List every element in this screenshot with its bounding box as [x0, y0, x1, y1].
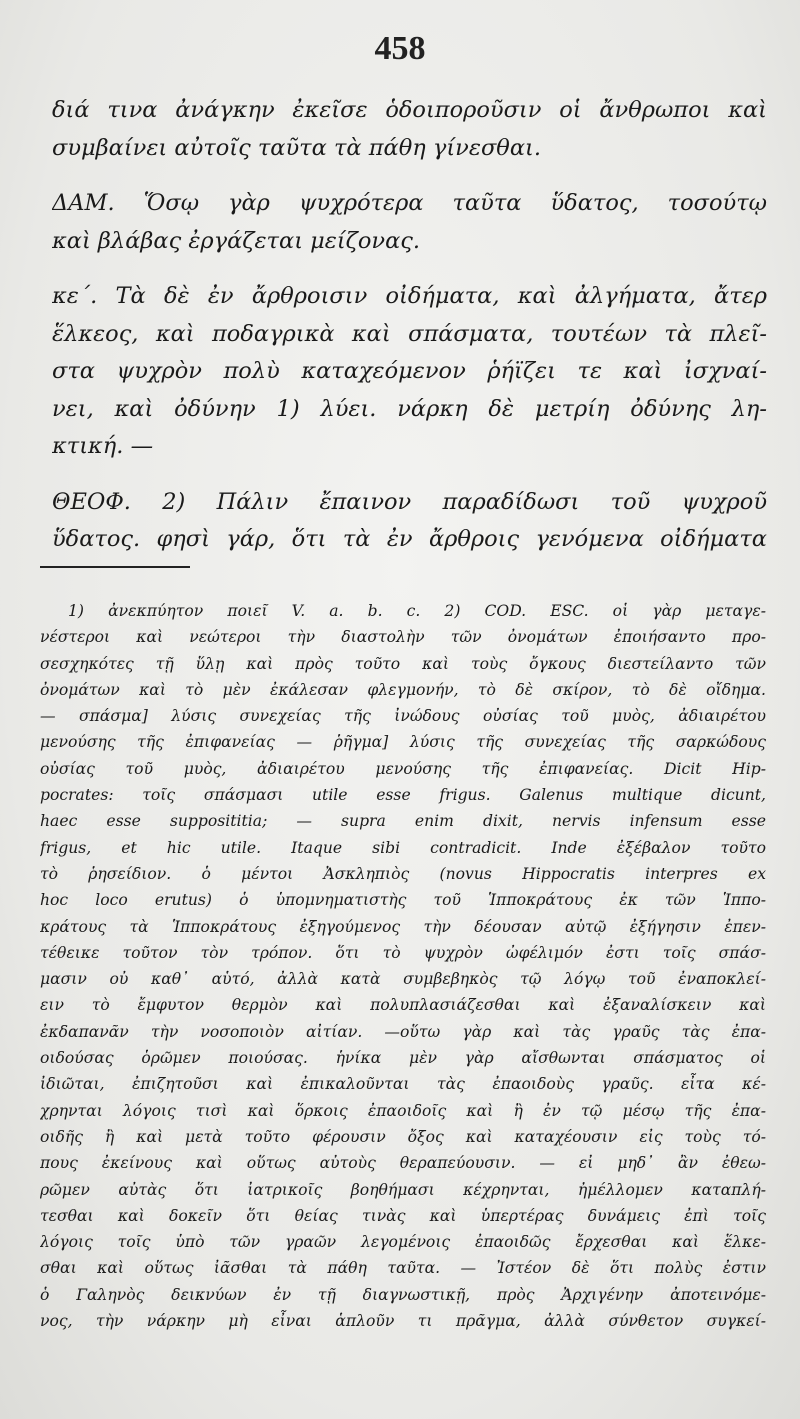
footnote-line: νος, τὴν νάρκην μὴ εἶναι ἁπλοῦν τι πρᾶγμα, ἀλλὰ σύνθετον συγκεί- [40, 1312, 766, 1331]
footnote-line: haec esse supposititia; — supra enim dixit, nervis infensum esse [40, 812, 766, 831]
footnote-line: νέστεροι καὶ νεώτεροι τὴν διαστολὴν τῶν ὀνομάτων ἐποιήσαντο προ- [40, 628, 766, 647]
main-line: διά τινα ἀνάγκην ἐκεῖσε ὁδοιποροῦσιν οἱ ἄνθρωποι καὶ [52, 97, 767, 123]
footnote-line: λόγοις τοῖς ὑπὸ τῶν γραῶν λεγομένοις ἐπαοιδῶς ἔρχεσθαι καὶ ἕλκε- [40, 1233, 766, 1252]
footnote-line [40, 1334, 766, 1360]
footnote-line: ειν τὸ ἔμφυτον θερμὸν καὶ πολυπλασιάζεσθαι καὶ ἐξαναλίσκειν καὶ [40, 996, 766, 1015]
footnote-line: κράτους τὰ Ἱπποκράτους ἐξηγούμενος τὴν δέουσαν αὐτῷ ἐξήγησιν ἐπεν- [40, 917, 766, 936]
footnote-line: πους ἐκείνους καὶ οὕτως αὐτοὺς θεραπεύουσιν. — εἰ μηδ᾽ ἂν ἐθεω- [40, 1154, 766, 1173]
main-line: ἕλκεος, καὶ ποδαγρικὰ καὶ σπάσματα, τουτέων τὰ πλεῖ- [52, 320, 767, 347]
main-text [52, 92, 767, 559]
main-line: στα ψυχρὸν πολὺ καταχεόμενον ῥήϊζει τε καὶ ἰσχναί- [52, 358, 767, 384]
footnote-line: οιδούσας ὁρῶμεν ποιούσας. ἡνίκα μὲν γὰρ αἴσθωνται σπάσματος οἱ [40, 1049, 766, 1068]
main-line: συμβαίνει αὐτοῖς ταῦτα τὰ πάθη γίνεσθαι. [52, 134, 542, 161]
footnote-line: frigus, et hic utile. Itaque sibi contradicit. Inde ἐξέβαλον τοῦτο [40, 838, 766, 857]
footnote-line: ὁ Γαληνὸς δεικνύων ἐν τῇ διαγνωστικῇ, πρὸς Ἀρχιγένην ἀποτεινόμε- [40, 1285, 766, 1304]
footnote-line: σεσχηκότες τῇ ὕλῃ καὶ πρὸς τοῦτο καὶ τοὺς ὄγκους διεστείλαντο τῶν [40, 654, 766, 673]
footnote-line: τεσθαι καὶ δοκεῖν ὅτι θείας τινὰς καὶ ὑπερτέρας δυνάμεις ἐπὶ τοῖς [40, 1206, 766, 1225]
footnote-line: οὐσίας τοῦ μυὸς, ἀδιαιρέτου μενούσης τῆς ἐπιφανείας. Dicit Hip- [40, 759, 766, 778]
footnote-line: τέθεικε τοῦτον τὸν τρόπον. ὅτι τὸ ψυχρὸν ὠφέλιμόν ἐστι τοῖς σπάσ- [40, 943, 766, 962]
footnotes [40, 598, 766, 1361]
main-line: κε΄. Τὰ δὲ ἐν ἄρθροισιν οἰδήματα, καὶ ἀλγήματα, ἄτερ [52, 283, 767, 309]
main-line: κτική. — [52, 433, 154, 459]
footnote-line: τὸ ῥησείδιον. ὁ μέντοι Ἀσκληπιὸς (novus Hippocratis interpres ex [40, 864, 766, 883]
footnote-line: σθαι καὶ οὕτως ἰᾶσθαι τὰ πάθη ταῦτα. — Ἰστέον δὲ ὅτι πολὺς ἐστιν [40, 1259, 766, 1278]
main-line: ΘΕΟΦ. 2) Πάλιν ἔπαινον παραδίδωσι τοῦ ψυχροῦ [52, 488, 767, 515]
footnote-line: pocrates: τοῖς σπάσμασι utile esse frigus. Galenus multique dicunt, [40, 786, 766, 805]
footnote-line: μενούσης τῆς ἐπιφανείας — ῥῆγμα] λύσις τῆς συνεχείας τῆς σαρκώδους [40, 733, 766, 752]
footnote-line: 1) ἀνεκπύητον ποιεῖ V. a. b. c. 2) COD. ESC. οἱ γὰρ μεταγε- [68, 602, 766, 620]
footnote-line: ἐκδαπανᾶν τὴν νοσοποιὸν αἰτίαν. —οὕτω γὰρ καὶ τὰς γραῦς τὰς ἐπα- [40, 1022, 766, 1041]
footnote-rule [40, 566, 190, 568]
footnote-line: οιδῆς ἢ καὶ μετὰ τοῦτο φέρουσιν ὄξος καὶ καταχέουσιν εἰς τοὺς τό- [40, 1127, 766, 1146]
footnote-line: hoc loco erutus) ὁ ὑπομνηματιστὴς τοῦ Ἱπποκράτους ἐκ τῶν Ἱππο- [40, 891, 766, 910]
page-number: 458 [374, 30, 426, 67]
footnote-line: ὀνομάτων καὶ τὸ μὲν ἐκάλεσαν φλεγμονήν, τὸ δὲ σκίρον, τὸ δὲ οἴδημα. [40, 680, 766, 699]
main-line: ὕδατος. φησὶ γάρ, ὅτι τὰ ἐν ἄρθροις γενόμενα οἰδήματα [52, 526, 767, 552]
footnote-line: — σπάσμα] λύσις συνεχείας τῆς ἰνώδους οὐσίας τοῦ μυὸς, ἀδιαιρέτου [40, 707, 766, 726]
main-line: καὶ βλάβας ἐργάζεται μείζονας. [52, 227, 421, 254]
main-line: νει, καὶ ὀδύνην 1) λύει. νάρκη δὲ μετρίη ὀδύνης λη- [52, 395, 767, 422]
footnote-line: μασιν οὐ καθ᾽ αὑτό, ἀλλὰ κατὰ συμβεβηκὸς τῷ λόγῳ τοῦ ἐναποκλεί- [40, 970, 766, 989]
main-line: ΔΑΜ. Ὅσῳ γὰρ ψυχρότερα ταῦτα ὕδατος, τοσούτῳ [52, 190, 767, 216]
footnote-line: ἰδιῶται, ἐπιζητοῦσι καὶ ἐπικαλοῦνται τὰς ἐπαοιδοὺς γραῦς. εἶτα κέ- [40, 1075, 766, 1094]
footnote-line: ρῶμεν αὐτὰς ὅτι ἰατρικοῖς βοηθήμασι κέχρηνται, ἠμέλλομεν καταπλή- [40, 1180, 766, 1199]
footnote-line: χρηνται λόγοις τισὶ καὶ ὅρκοις ἐπαοιδοῖς καὶ ἢ ἐν τῷ μέσῳ τῆς ἐπα- [40, 1101, 766, 1120]
